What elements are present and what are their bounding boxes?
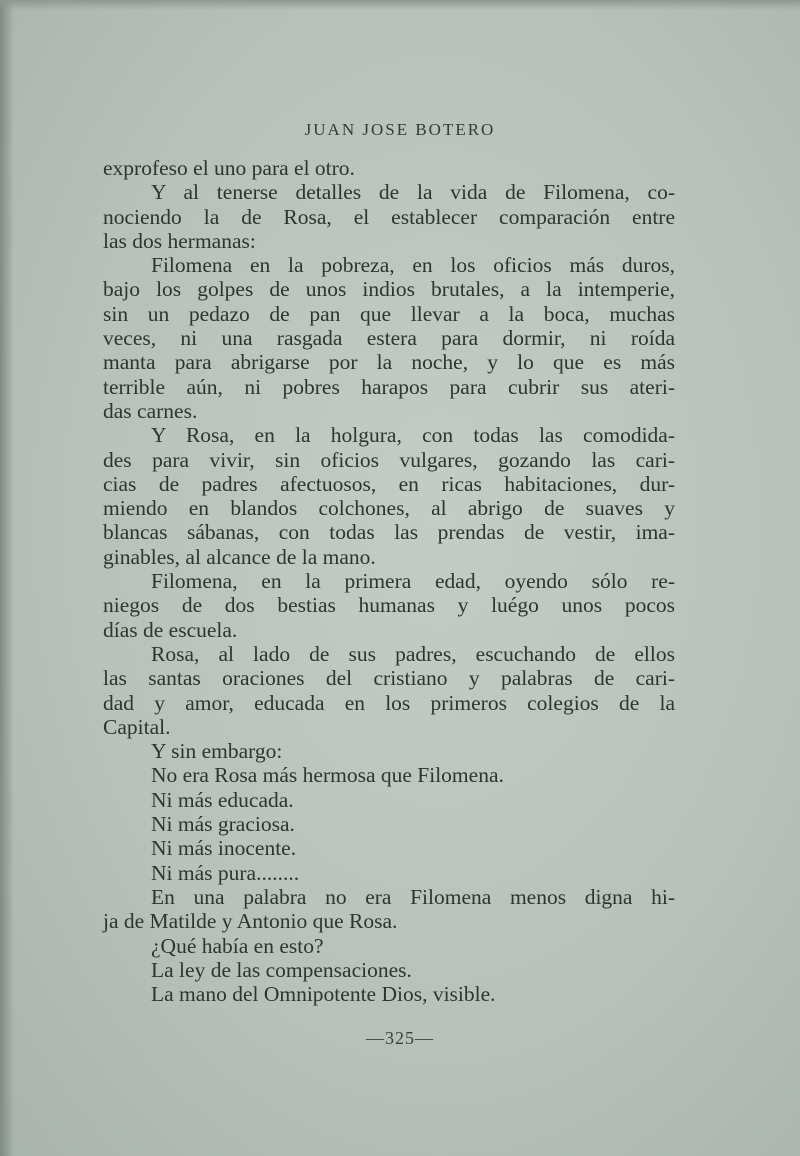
text-line: bajo los golpes de unos indios brutales, a la intemperie, [103,277,675,302]
text-line: terrible aún, ni pobres harapos para cubrir sus ateri- [103,374,675,399]
text-line: Y sin embargo: [151,739,283,764]
text-line: des para vivir, sin oficios vulgares, gozando las cari- [103,447,675,472]
text-line: Capital. [103,714,171,739]
text-line: manta para abrigarse por la noche, y lo que es más [103,350,675,375]
text-line: exprofeso el uno para el otro. [103,156,355,180]
text-line: las dos hermanas: [103,228,256,253]
text-line: sin un pedazo de pan que llevar a la boca, muchas [103,301,675,326]
text-line: Ni más inocente. [151,836,297,861]
text-line: cias de padres afectuosos, en ricas habitaciones, dur- [103,471,675,496]
text-line: Y Rosa, en la holgura, con todas las comodida- [151,423,675,448]
text-line: ja de Matilde y Antonio que Rosa. [103,909,398,934]
text-line: miendo en blandos colchones, al abrigo de suaves y [103,496,675,521]
text-line: das carnes. [103,398,198,423]
text-line: niegos de dos bestias humanas y luégo unos pocos [103,593,675,618]
text-line: blancas sábanas, con todas las prendas de vestir, ima- [103,520,675,545]
text-line: nociendo la de Rosa, el establecer comparación entre [103,204,675,229]
text-line: La ley de las compensaciones. [151,957,412,982]
text-line: La mano del Omnipotente Dios, visible. [151,982,496,1007]
text-line: ¿Qué había en esto? [151,933,324,958]
text-line: En una palabra no era Filomena menos digna hi- [151,884,675,909]
text-line: Y al tenerse detalles de la vida de Filomena, co- [151,180,675,205]
page-top-shadow [0,0,800,10]
body-text [103,156,675,1006]
text-line: dad y amor, educada en los primeros colegios de la [103,690,675,715]
page-edge-shadow [0,0,14,1156]
text-line: Rosa, al lado de sus padres, escuchando de ellos [151,641,675,666]
text-line: las santas oraciones del cristiano y palabras de cari- [103,666,675,691]
text-line: Ni más pura........ [151,860,300,885]
text-line: ginables, al alcance de la mano. [103,544,376,569]
text-line: No era Rosa más hermosa que Filomena. [151,763,504,788]
text-line: Filomena, en la primera edad, oyendo sólo re- [151,569,675,594]
text-line: Filomena en la pobreza, en los oficios más duros, [151,253,675,278]
page-number: —325— [366,1028,434,1048]
text-line: Ni más educada. [151,787,294,812]
running-head: JUAN JOSE BOTERO [304,120,496,139]
text-line: días de escuela. [103,617,238,642]
text-line: veces, ni una rasgada estera para dormir, ni roída [103,326,675,351]
text-line: Ni más graciosa. [151,812,295,837]
